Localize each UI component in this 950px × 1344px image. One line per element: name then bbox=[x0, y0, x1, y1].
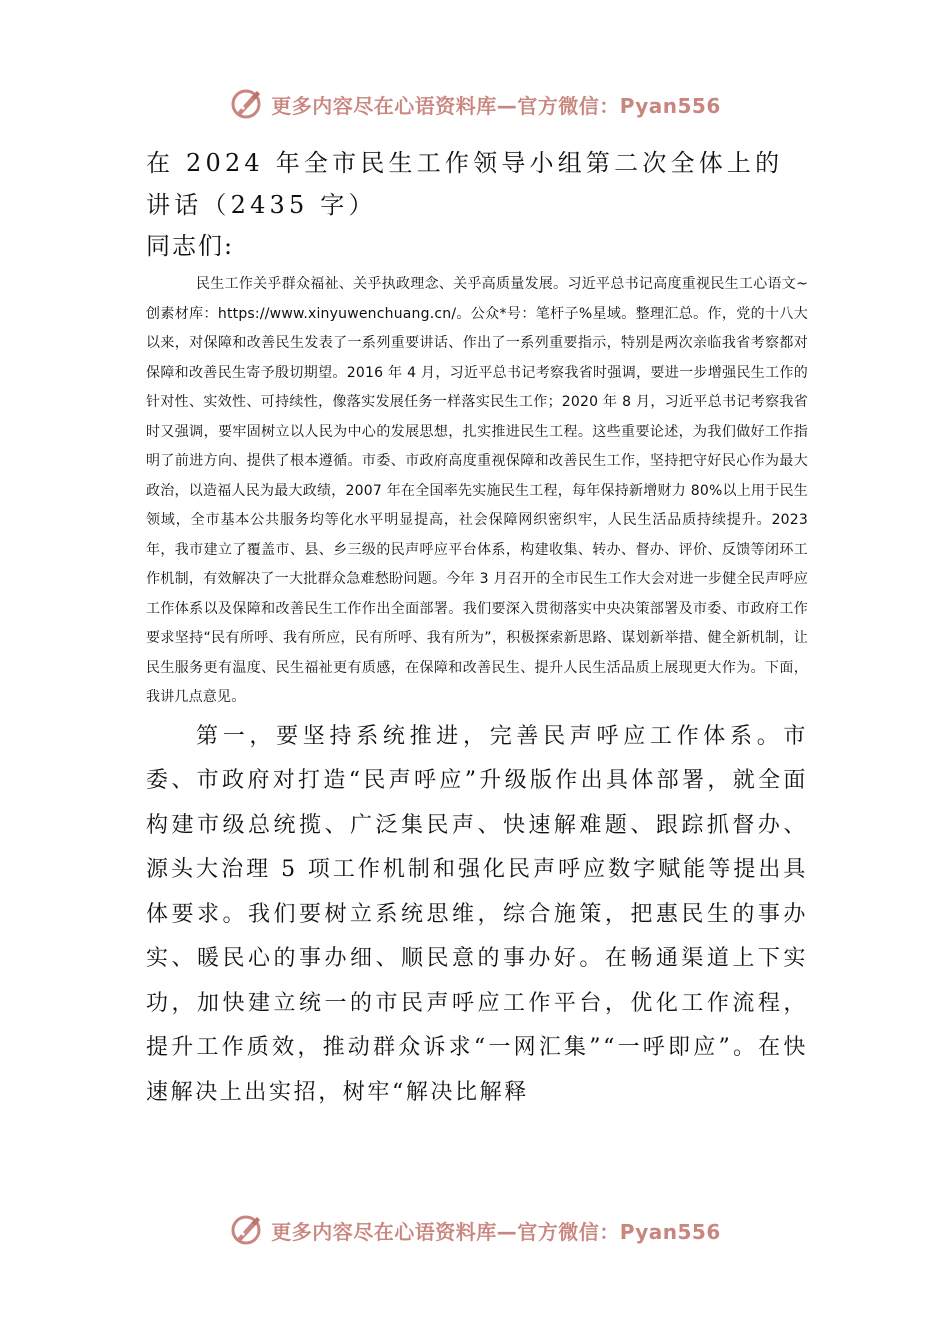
salutation: 同志们: bbox=[146, 232, 235, 260]
watermark-text: 更多内容尽在心语资料库—官方微信：Pyan556 bbox=[271, 93, 721, 118]
pen-nib-icon bbox=[229, 87, 263, 121]
watermark-footer bbox=[0, 1210, 950, 1250]
intro-paragraph: 民生工作关乎群众福祉、关乎执政理念、关乎高质量发展。习近平总书记高度重视民生工心语文~创素材库：https://www.xinyuwenchuang.cn/。公众*号：笔杆子%星域。整理汇总。作，党的十八大以来，对保障和改善民生发表了一系列重要讲话、作出了一系列重要指示，特别是两次亲临我省考察都对保障和改善民生寄予殷切期望。2016 年 4 月，习近平总书记考察我省时强调，要进一步增强民生工作的针对性、实效性、可持续性，像落实发展任务一样落实民生工作；2020 年 8 月，习近平总书记考察我省时又强调，要牢固树立以人民为中心的发展思想，扎实推进民生工程。这些重要论述，为我们做好工作指明了前进方向、提供了根本遵循。市委、市政府高度重视保障和改善民生工作，坚持把守好民心作为最大政治，以造福人民为最大政绩，2007 年在全国率先实施民生工程，每年保持新增财力 80%以上用于民生领域，全市基本公共服务均等化水平明显提高，社会保障网织密织牢，人民生活品质持续提升。2023 年，我市建立了覆盖市、县、乡三级的民声呼应平台体系，构建收集、转办、督办、评价、反馈等闭环工作机制，有效解决了一大批群众急难愁盼问题。今年 3 月召开的全市民生工作大会对进一步健全民声呼应工作体系以及保障和改善民生工作作出全面部署。我们要深入贯彻落实中央决策部署及市委、市政府工作要求坚持“民有所呼、我有所应，民有所呼、我有所为”，积极探索新思路、谋划新举措、健全新机制，让民生服务更有温度、民生福祉更有质感，在保障和改善民生、提升人民生活品质上展现更大作为。下面，我讲几点意见。 bbox=[146, 276, 808, 705]
watermark-text: 更多内容尽在心语资料库—官方微信：Pyan556 bbox=[271, 1219, 721, 1244]
pen-nib-icon bbox=[229, 1213, 263, 1247]
watermark-header bbox=[0, 84, 950, 124]
document-body bbox=[146, 142, 808, 1115]
paragraph-first-point: 第一，要坚持系统推进，完善民声呼应工作体系。市委、市政府对打造“民声呼应”升级版作出具体部署，就全面构建市级总统揽、广泛集民声、快速解难题、跟踪抓督办、源头大治理 5 项工作机制和强化民声呼应数字赋能等提出具体要求。我们要树立系统思维，综合施策，把惠民生的事办实、暖民心的事办细、顺民意的事办好。在畅通渠道上下实功，加快建立统一的市民声呼应工作平台，优化工作流程，提升工作质效，推动群众诉求“一网汇集”“一呼即应”。在快速解决上出实招，树牢“解决比解释 bbox=[146, 723, 808, 1105]
document-title: 在 2024 年全市民生工作领导小组第二次全体上的讲话（2435 字） bbox=[146, 149, 784, 219]
